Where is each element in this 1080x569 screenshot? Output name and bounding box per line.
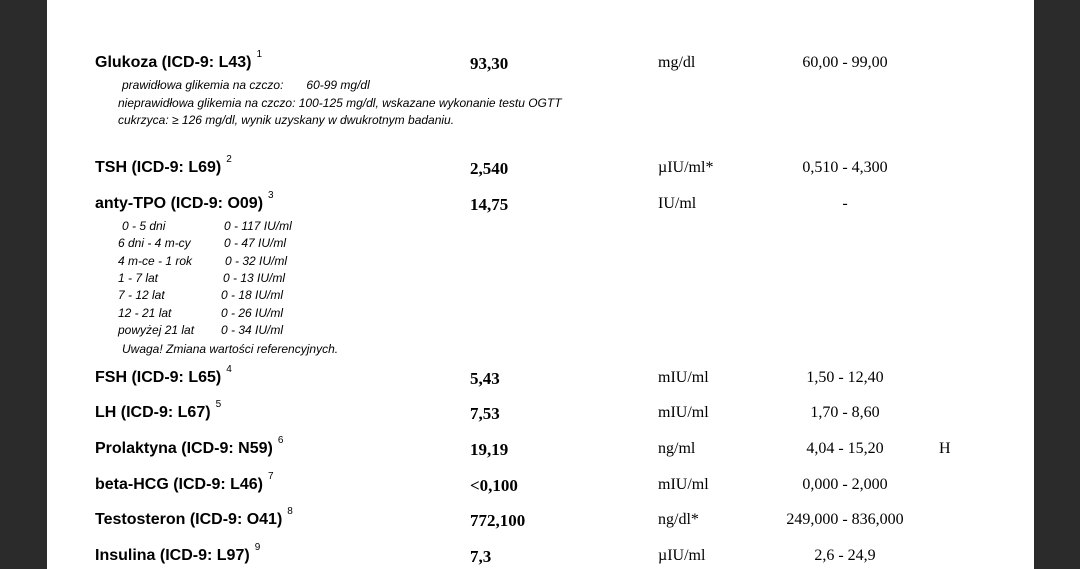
- test-name: Glukoza (ICD-9: L43) $^1$: [95, 49, 263, 71]
- test-result: 2,540: [470, 159, 509, 178]
- ref-age: 1 - 7 lat: [118, 271, 159, 285]
- test-name: beta-HCG (ICD-9: L46) $^7$: [95, 471, 274, 493]
- reference-range: 2,6 - 24,9: [814, 547, 876, 564]
- reference-range: -: [842, 195, 848, 212]
- test-row-insulina: [47, 542, 1034, 569]
- test-result: 93,30: [470, 54, 509, 73]
- reference-range: 0,000 - 2,000: [802, 476, 888, 493]
- document-page: [47, 0, 1034, 569]
- test-name: Testosteron (ICD-9: O41) $^8$: [95, 506, 293, 528]
- test-result: 7,3: [470, 547, 492, 566]
- footnote-marker: 1: [256, 49, 263, 60]
- footnote-marker: 5: [215, 399, 222, 410]
- viewer-left-margin: [0, 0, 47, 569]
- reference-range: 1,50 - 12,40: [806, 369, 884, 386]
- footnote-marker: 6: [277, 435, 284, 446]
- test-unit: ng/dl*: [658, 511, 699, 528]
- test-result: 7,53: [470, 404, 500, 423]
- test-result: 5,43: [470, 369, 500, 388]
- test-name: Prolaktyna (ICD-9: N59) $^6$: [95, 435, 284, 457]
- glucose-note-abnormal: nieprawidłowa glikemia na czczo: 100-125 mg/dl, wskazane wykonanie testu OGTT: [118, 96, 562, 110]
- test-name: TSH (ICD-9: L69) $^2$: [95, 154, 232, 176]
- test-unit: ng/ml: [658, 440, 696, 457]
- ref-value: 0 - 47 IU/ml: [224, 236, 287, 250]
- footnote-marker: 7: [268, 471, 274, 482]
- ref-age: powyżej 21 lat: [118, 323, 195, 337]
- test-result: 772,100: [470, 511, 526, 530]
- reference-range: 0,510 - 4,300: [802, 159, 888, 176]
- ref-value: 0 - 117 IU/ml: [224, 219, 292, 233]
- test-row-prolaktyna: [47, 435, 1034, 468]
- ref-value: 0 - 26 IU/ml: [221, 306, 284, 320]
- test-result: <0,100: [470, 476, 518, 495]
- ref-age: 12 - 21 lat: [118, 306, 172, 320]
- footnote-marker: 4: [226, 364, 232, 375]
- reference-range: 60,00 - 99,00: [802, 54, 888, 71]
- tpo-reference-note: Uwaga! Zmiana wartości referencyjnych.: [122, 342, 339, 356]
- test-row-tsh: [47, 154, 1034, 187]
- test-unit: mIU/ml: [658, 404, 709, 421]
- glucose-note-normal: prawidłowa glikemia na czczo: 60-99 mg/dl: [122, 78, 370, 92]
- test-unit: µIU/ml: [658, 547, 706, 564]
- test-name: FSH (ICD-9: L65) $^4$: [95, 364, 232, 386]
- footnote-marker: 3: [268, 190, 274, 201]
- test-row-testosteron: [47, 506, 1034, 539]
- ref-age: 7 - 12 lat: [118, 288, 165, 302]
- ref-value: 0 - 32 IU/ml: [225, 254, 288, 268]
- abnormal-flag: H: [939, 440, 951, 457]
- test-unit: mg/dl: [658, 54, 696, 71]
- reference-range: 1,70 - 8,60: [810, 404, 880, 421]
- test-unit: IU/ml: [658, 195, 697, 212]
- test-row-beta-hcg: [47, 471, 1034, 504]
- ref-age: 0 - 5 dni: [122, 219, 166, 233]
- test-row-fsh: [47, 364, 1034, 397]
- test-result: 14,75: [470, 195, 509, 214]
- ref-age: 6 dni - 4 m-cy: [118, 236, 191, 250]
- footnote-marker: 2: [226, 154, 232, 165]
- test-unit: mIU/ml: [658, 476, 709, 493]
- reference-range: 4,04 - 15,20: [806, 440, 884, 457]
- test-unit: µIU/ml*: [658, 159, 714, 176]
- footnote-marker: 8: [287, 506, 293, 517]
- ref-value: 0 - 18 IU/ml: [221, 288, 284, 302]
- test-unit: mIU/ml: [658, 369, 709, 386]
- footnote-marker: 9: [254, 542, 261, 553]
- viewer-right-margin: [1034, 0, 1080, 569]
- ref-value: 0 - 13 IU/ml: [223, 271, 286, 285]
- test-row-lh: [47, 399, 1034, 432]
- ref-age: 4 m-ce - 1 rok: [118, 254, 193, 268]
- ref-value: 0 - 34 IU/ml: [221, 323, 284, 337]
- test-result: 19,19: [470, 440, 509, 459]
- test-name: anty-TPO (ICD-9: O09) $^3$: [95, 190, 274, 212]
- test-row-anty-tpo: [47, 190, 1034, 223]
- glucose-note-diabetes: cukrzyca: ≥ 126 mg/dl, wynik uzyskany w dwukrotnym badaniu.: [118, 113, 455, 127]
- reference-range: 249,000 - 836,000: [786, 511, 904, 528]
- test-name: LH (ICD-9: L67) $^5$: [95, 399, 222, 421]
- test-name: Insulina (ICD-9: L97) $^9$: [95, 542, 261, 564]
